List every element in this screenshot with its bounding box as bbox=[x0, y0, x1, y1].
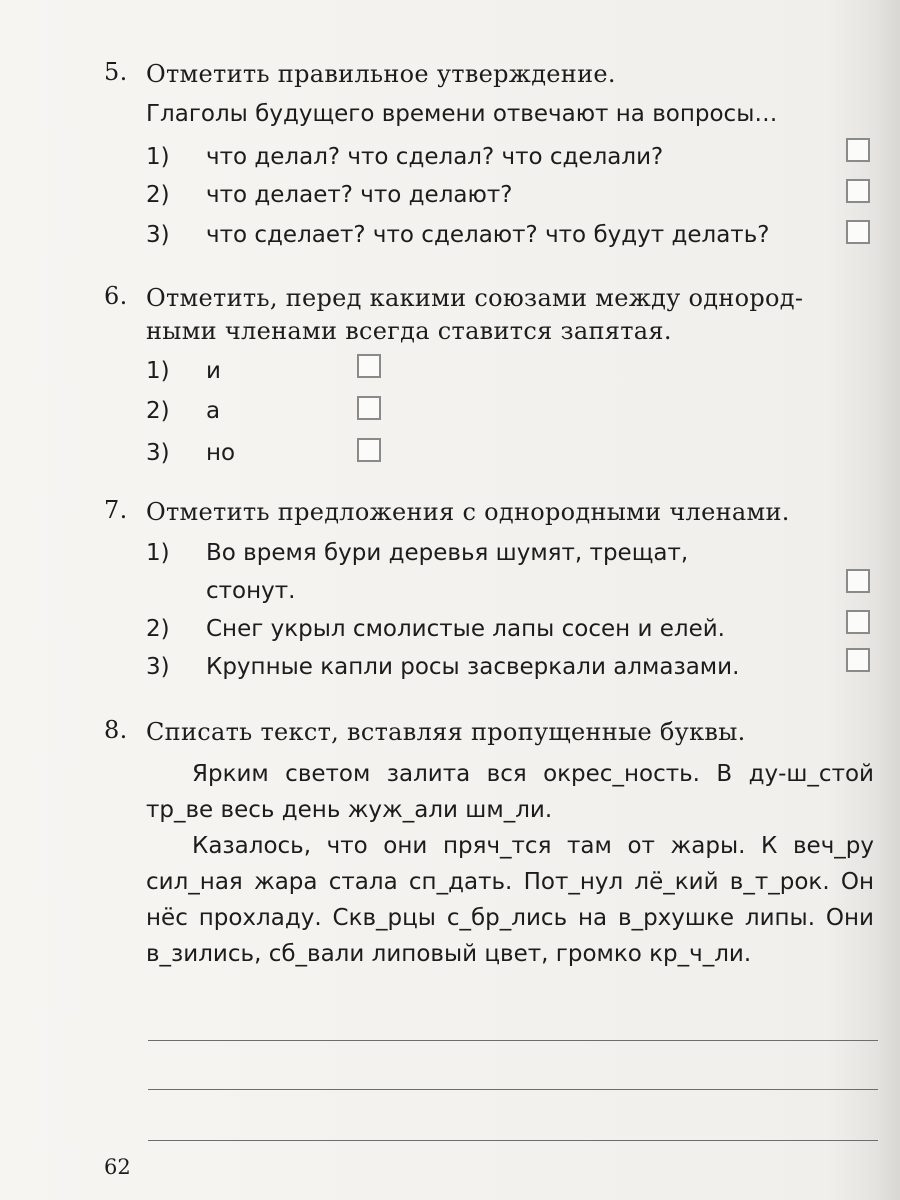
question-title-line: Отметить, перед какими союзами между однород- bbox=[146, 284, 804, 312]
exercise-paragraph-2: Казалось, что они пряч_тся там от жары. К веч_ру сил_ная жара стала сп_дать. Пот_нул лё_кий в_т_рок. Он нёс прохладу. Скв_рцы с_бр_лись на в_рхушке липы. Они в_зились, сб_вали липовый цвет, громко кр_ч_ли. bbox=[146, 833, 874, 967]
option-text: Во время бури деревья шумят, трещат, bbox=[206, 540, 689, 566]
question-subtitle: Глаголы будущего времени отвечают на вопросы… bbox=[146, 101, 778, 127]
option-number: 2) bbox=[146, 182, 170, 208]
option-text: а bbox=[206, 398, 221, 424]
option-text: Снег укрыл смолистые лапы сосен и елей. bbox=[206, 616, 725, 642]
option-number: 1) bbox=[146, 540, 170, 566]
option-number: 2) bbox=[146, 616, 170, 642]
writing-line[interactable] bbox=[148, 1140, 878, 1141]
option-text: что сделает? что сделают? что будут делать? bbox=[206, 222, 770, 248]
answer-checkbox[interactable] bbox=[846, 220, 870, 244]
option-number: 1) bbox=[146, 358, 170, 384]
answer-checkbox[interactable] bbox=[846, 610, 870, 634]
option-text: что делает? что делают? bbox=[206, 182, 513, 208]
answer-checkbox[interactable] bbox=[357, 354, 381, 378]
answer-checkbox[interactable] bbox=[357, 396, 381, 420]
option-text: Крупные капли росы засверкали алмазами. bbox=[206, 654, 740, 680]
option-number: 1) bbox=[146, 144, 170, 170]
page-number: 62 bbox=[104, 1155, 131, 1179]
option-number: 2) bbox=[146, 398, 170, 424]
answer-checkbox[interactable] bbox=[846, 648, 870, 672]
question-number: 6. bbox=[104, 282, 128, 310]
question-title: Списать текст, вставляя пропущенные буквы. bbox=[146, 718, 746, 746]
option-text: но bbox=[206, 440, 236, 466]
option-text: стонут. bbox=[206, 578, 296, 604]
question-title: Отметить предложения с однородными членами. bbox=[146, 498, 790, 526]
writing-line[interactable] bbox=[148, 1040, 878, 1041]
answer-checkbox[interactable] bbox=[846, 569, 870, 593]
option-number: 3) bbox=[146, 654, 170, 680]
writing-line[interactable] bbox=[148, 1089, 878, 1090]
option-number: 3) bbox=[146, 222, 170, 248]
question-number: 8. bbox=[104, 716, 128, 744]
answer-checkbox[interactable] bbox=[846, 179, 870, 203]
answer-checkbox[interactable] bbox=[846, 138, 870, 162]
exercise-paragraph-1: Ярким светом залита вся окрес_ность. В ду-ш_стой тр_ве весь день жуж_али шм_ли. bbox=[146, 761, 874, 823]
question-number: 7. bbox=[104, 496, 128, 524]
question-number: 5. bbox=[104, 58, 128, 86]
question-title: Отметить правильное утверждение. bbox=[146, 60, 616, 88]
option-text: что делал? что сделал? что сделали? bbox=[206, 144, 664, 170]
answer-checkbox[interactable] bbox=[357, 438, 381, 462]
option-number: 3) bbox=[146, 440, 170, 466]
question-title-line: ными членами всегда ставится запятая. bbox=[146, 317, 672, 345]
option-text: и bbox=[206, 358, 221, 384]
